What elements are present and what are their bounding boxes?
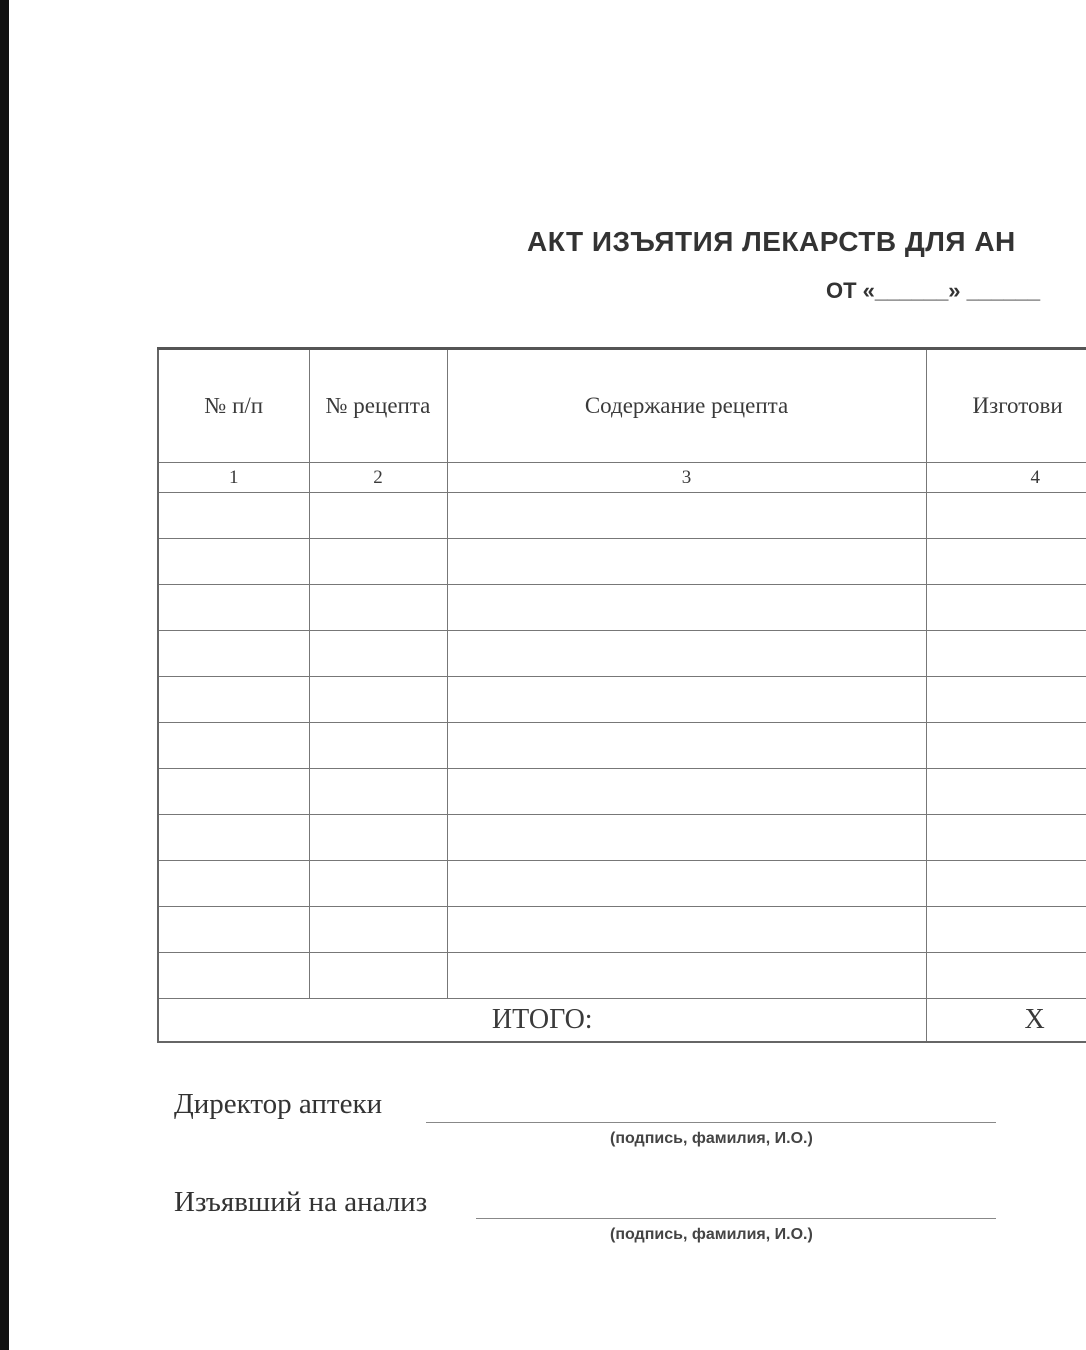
total-label: ИТОГО:: [158, 999, 926, 1043]
column-number: 3: [447, 463, 926, 493]
total-value: X: [926, 999, 1086, 1043]
cell[interactable]: [926, 539, 1086, 585]
cell[interactable]: [447, 493, 926, 539]
header-prescription-number: № рецепта: [309, 349, 447, 463]
cell[interactable]: [158, 769, 309, 815]
cell[interactable]: [309, 493, 447, 539]
table-row: [158, 493, 1086, 539]
cell[interactable]: [926, 769, 1086, 815]
cell[interactable]: [309, 769, 447, 815]
table-row: [158, 677, 1086, 723]
cell[interactable]: [447, 539, 926, 585]
cell[interactable]: [158, 539, 309, 585]
analyst-label: Изъявший на анализ: [174, 1186, 428, 1218]
cell[interactable]: [447, 907, 926, 953]
cell[interactable]: [926, 861, 1086, 907]
cell[interactable]: [309, 861, 447, 907]
cell[interactable]: [926, 493, 1086, 539]
cell[interactable]: [926, 907, 1086, 953]
form-table: [157, 347, 1086, 1043]
blank-rows: [158, 493, 1086, 999]
analyst-signature-hint: (подпись, фамилия, И.О.): [610, 1226, 813, 1243]
cell[interactable]: [447, 585, 926, 631]
table-row: [158, 723, 1086, 769]
cell[interactable]: [158, 493, 309, 539]
table-row: [158, 907, 1086, 953]
cell[interactable]: [158, 861, 309, 907]
header-row-number: № п/п: [158, 349, 309, 463]
table-row: [158, 539, 1086, 585]
cell[interactable]: [309, 815, 447, 861]
cell[interactable]: [158, 585, 309, 631]
analyst-signature-line[interactable]: [476, 1218, 996, 1219]
header-prepared: Изготови: [926, 349, 1086, 463]
cell[interactable]: [309, 539, 447, 585]
cell[interactable]: [926, 953, 1086, 999]
director-label: Директор аптеки: [174, 1088, 383, 1120]
cell[interactable]: [447, 723, 926, 769]
table-row: [158, 631, 1086, 677]
column-number: 1: [158, 463, 309, 493]
cell[interactable]: [926, 723, 1086, 769]
cell[interactable]: [158, 815, 309, 861]
left-edge-bar: [0, 0, 9, 1350]
table-header-row: [158, 349, 1086, 463]
cell[interactable]: [447, 953, 926, 999]
cell[interactable]: [158, 677, 309, 723]
column-number: 4: [926, 463, 1086, 493]
table-row: [158, 953, 1086, 999]
table-row: [158, 769, 1086, 815]
cell[interactable]: [309, 907, 447, 953]
cell[interactable]: [309, 677, 447, 723]
table-row: [158, 861, 1086, 907]
table-row: [158, 585, 1086, 631]
column-number-row: [158, 463, 1086, 493]
cell[interactable]: [309, 585, 447, 631]
cell[interactable]: [158, 953, 309, 999]
header-prescription-content: Содержание рецепта: [447, 349, 926, 463]
document-title: АКТ ИЗЪЯТИЯ ЛЕКАРСТВ ДЛЯ АН: [527, 226, 1016, 257]
cell[interactable]: [309, 953, 447, 999]
cell[interactable]: [447, 631, 926, 677]
cell[interactable]: [447, 769, 926, 815]
director-signature-hint: (подпись, фамилия, И.О.): [610, 1130, 813, 1147]
cell[interactable]: [926, 677, 1086, 723]
form-table-container: [157, 347, 1086, 1051]
column-number: 2: [309, 463, 447, 493]
table-row: [158, 815, 1086, 861]
cell[interactable]: [447, 815, 926, 861]
cell[interactable]: [158, 907, 309, 953]
cell[interactable]: [926, 631, 1086, 677]
total-row: [158, 999, 1086, 1043]
cell[interactable]: [926, 815, 1086, 861]
cell[interactable]: [447, 861, 926, 907]
document-date-line: ОТ «______» ______: [826, 278, 1041, 303]
cell[interactable]: [447, 677, 926, 723]
cell[interactable]: [309, 631, 447, 677]
cell[interactable]: [926, 585, 1086, 631]
cell[interactable]: [158, 631, 309, 677]
director-signature-line[interactable]: [426, 1122, 996, 1123]
cell[interactable]: [309, 723, 447, 769]
cell[interactable]: [158, 723, 309, 769]
